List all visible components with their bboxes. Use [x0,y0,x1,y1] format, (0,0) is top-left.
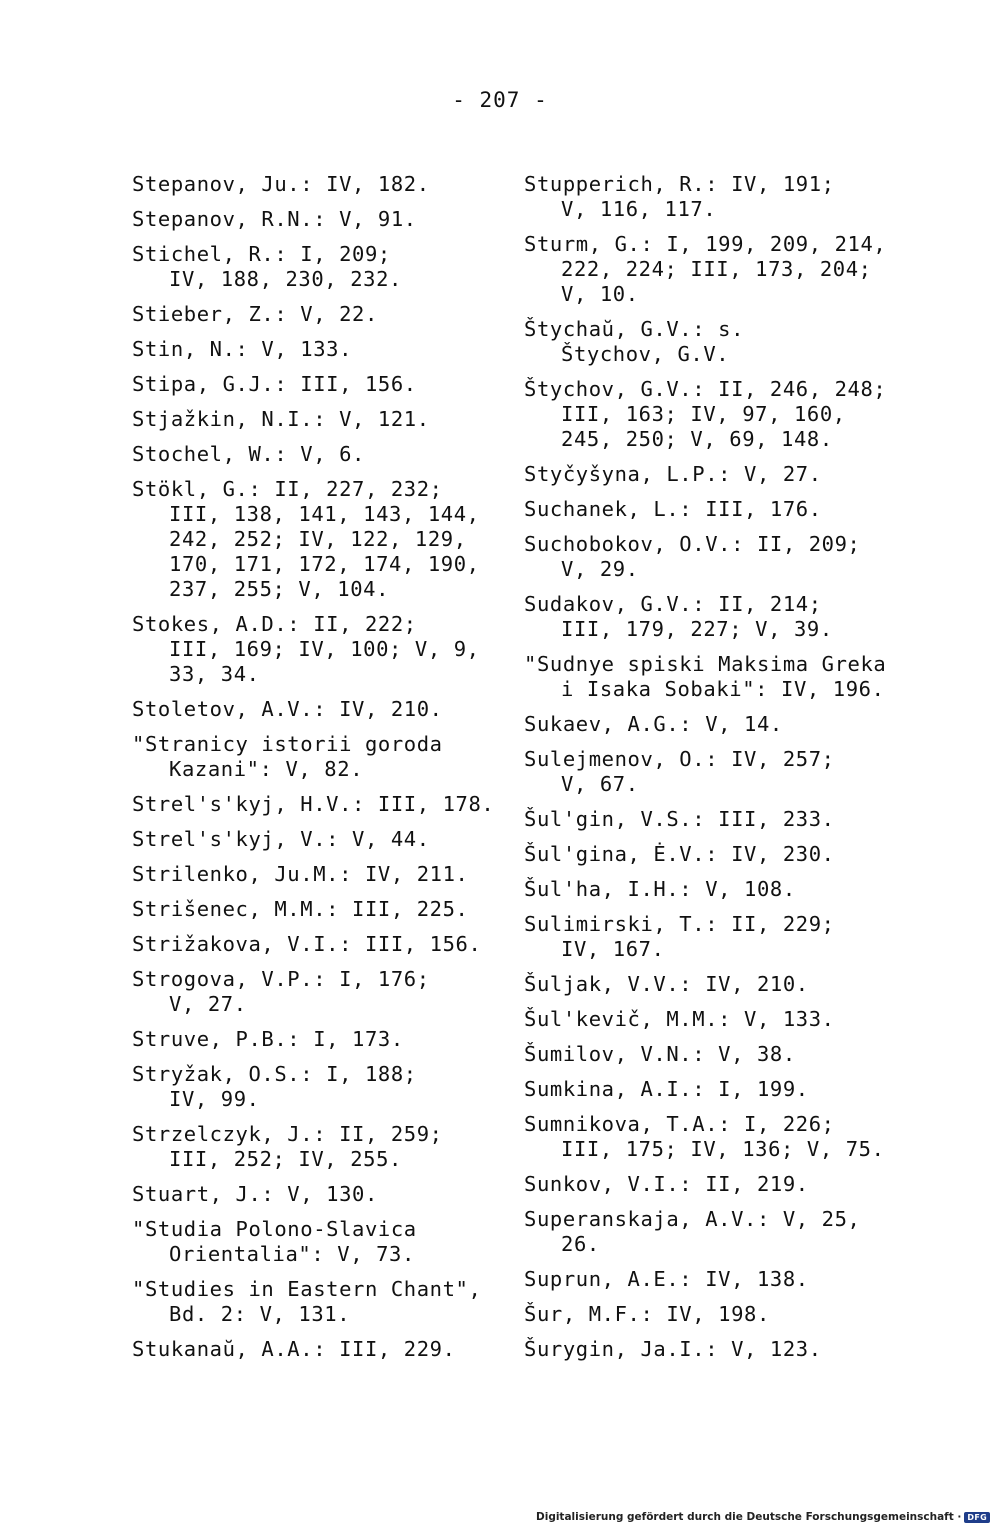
index-entry-heading-line: Sukaev, A.G.: V, 14. [524,712,783,736]
index-entry-continuation-line: Štychov, G.V. [561,342,730,366]
index-entry [132,1122,502,1172]
index-entry [524,532,904,582]
index-entry-heading-line: "Sudnye spiski Maksima Greka [524,652,887,676]
index-entry-heading-line: Sudakov, G.V.: II, 214; [524,592,822,616]
index-entry [524,232,904,307]
index-entry [524,712,904,737]
index-entry [524,497,904,522]
index-entry [132,477,502,602]
index-entry-continuation-line: 170, 171, 172, 174, 190, [169,552,480,576]
index-entry-continuation-line: III, 252; IV, 255. [169,1147,402,1171]
index-entry-heading-line: Sumnikova, T.A.: I, 226; [524,1112,835,1136]
index-entry-continuation-line: 26. [561,1232,600,1256]
index-entry [524,1172,904,1197]
index-entry [524,172,904,222]
index-entry-continuation-line: i Isaka Sobaki": IV, 196. [561,677,885,701]
index-entry [132,1027,502,1052]
index-entry [132,827,502,852]
index-entry [132,792,502,817]
index-entry-heading-line: Stieber, Z.: V, 22. [132,302,378,326]
index-entry-continuation-line: V, 27. [169,992,247,1016]
index-entry-continuation-line: 245, 250; V, 69, 148. [561,427,833,451]
index-entry [132,1337,502,1362]
index-entry [524,1302,904,1327]
index-entry-heading-line: Šuljak, V.V.: IV, 210. [524,972,809,996]
index-entry-heading-line: Suchanek, L.: III, 176. [524,497,822,521]
index-entry-heading-line: "Studia Polono-Slavica [132,1217,417,1241]
index-entry [132,1277,502,1327]
digitization-footer [536,1511,990,1523]
index-entry-continuation-line: IV, 188, 230, 232. [169,267,402,291]
index-entry-continuation-line: V, 29. [561,557,639,581]
index-entry-heading-line: Šur, M.F.: IV, 198. [524,1302,770,1326]
index-entry-heading-line: Štychov, G.V.: II, 246, 248; [524,377,887,401]
index-entry-heading-line: Šul'gin, V.S.: III, 233. [524,807,835,831]
index-entry [132,732,502,782]
index-entry [524,592,904,642]
index-entry-heading-line: Strilenko, Ju.M.: IV, 211. [132,862,469,886]
index-entry-heading-line: Stökl, G.: II, 227, 232; [132,477,443,501]
index-entry [132,172,502,197]
index-entry-heading-line: Superanskaja, A.V.: V, 25, [524,1207,861,1231]
index-entry [132,697,502,722]
index-entry [132,242,502,292]
index-entry [524,972,904,997]
index-entry [524,912,904,962]
index-entry [524,317,904,367]
index-entry [524,377,904,452]
index-entry-heading-line: Stoletov, A.V.: IV, 210. [132,697,443,721]
index-entry-continuation-line: IV, 99. [169,1087,260,1111]
index-entry-continuation-line: 237, 255; V, 104. [169,577,390,601]
index-entry-heading-line: Stepanov, R.N.: V, 91. [132,207,417,231]
index-entry-heading-line: Strižakova, V.I.: III, 156. [132,932,482,956]
index-entry [524,747,904,797]
index-entry-heading-line: Stokes, A.D.: II, 222; [132,612,417,636]
index-entry-heading-line: Sunkov, V.I.: II, 219. [524,1172,809,1196]
index-entry-heading-line: Šumilov, V.N.: V, 38. [524,1042,796,1066]
index-entry [524,1077,904,1102]
index-entry-continuation-line: V, 67. [561,772,639,796]
index-entry-heading-line: Stichel, R.: I, 209; [132,242,391,266]
index-entry-heading-line: Strzelczyk, J.: II, 259; [132,1122,443,1146]
index-entry-heading-line: Sumkina, A.I.: I, 199. [524,1077,809,1101]
index-entry [132,897,502,922]
index-entry [132,612,502,687]
index-entry-heading-line: Stin, N.: V, 133. [132,337,353,361]
index-entry-heading-line: Sulimirski, T.: II, 229; [524,912,835,936]
index-entry [524,1042,904,1067]
index-entry [132,442,502,467]
index-entry-heading-line: Strogova, V.P.: I, 176; [132,967,430,991]
index-entry-heading-line: Štychaŭ, G.V.: s. [524,317,745,341]
page-number: - 207 - [452,88,548,112]
index-entry [132,372,502,397]
index-entry-continuation-line: III, 138, 141, 143, 144, [169,502,480,526]
index-entry-heading-line: Sulejmenov, O.: IV, 257; [524,747,835,771]
index-entry-heading-line: Struve, P.B.: I, 173. [132,1027,404,1051]
index-entry [524,1112,904,1162]
index-entry-heading-line: Šul'gina, Ė.V.: IV, 230. [524,842,835,866]
index-entry-continuation-line: Orientalia": V, 73. [169,1242,415,1266]
index-entry [132,967,502,1017]
index-entry-heading-line: Stipa, G.J.: III, 156. [132,372,417,396]
index-entry [524,842,904,867]
index-entry [132,207,502,232]
index-entry [524,652,904,702]
index-entry-heading-line: Stuart, J.: V, 130. [132,1182,378,1206]
index-entry [132,1182,502,1207]
index-entry-continuation-line: IV, 167. [561,937,665,961]
index-entry-continuation-line: III, 169; IV, 100; V, 9, [169,637,480,661]
index-entry [524,1007,904,1032]
index-entry-continuation-line: III, 163; IV, 97, 160, [561,402,846,426]
index-entry-heading-line: Styčyšyna, L.P.: V, 27. [524,462,822,486]
index-entry-heading-line: Stochel, W.: V, 6. [132,442,365,466]
index-entry-heading-line: Stryžak, O.S.: I, 188; [132,1062,417,1086]
index-entry-heading-line: Stukanaŭ, A.A.: III, 229. [132,1337,456,1361]
index-entry-continuation-line: V, 116, 117. [561,197,717,221]
index-entry-heading-line: Strel's'kyj, H.V.: III, 178. [132,792,495,816]
index-entry-heading-line: Šul'kevič, M.M.: V, 133. [524,1007,835,1031]
index-entry-heading-line: Šul'ha, I.H.: V, 108. [524,877,796,901]
index-entry [132,1217,502,1267]
dfg-logo-icon: DFG [964,1512,990,1523]
index-column-left [132,172,502,1372]
index-entry-continuation-line: V, 10. [561,282,639,306]
index-entry-heading-line: Strišenec, M.M.: III, 225. [132,897,469,921]
index-entry-continuation-line: 242, 252; IV, 122, 129, [169,527,467,551]
footer-credit-text: Digitalisierung gefördert durch die Deutsche Forschungsgemeinschaft · [536,1511,962,1523]
index-entry-heading-line: "Stranicy istorii goroda [132,732,443,756]
index-entry-heading-line: "Studies in Eastern Chant", [132,1277,482,1301]
index-column-right [524,172,904,1372]
index-entry-continuation-line: Bd. 2: V, 131. [169,1302,351,1326]
index-entry-heading-line: Šurygin, Ja.I.: V, 123. [524,1337,822,1361]
index-entry-heading-line: Suprun, A.E.: IV, 138. [524,1267,809,1291]
index-entry [132,1062,502,1112]
index-entry [132,932,502,957]
index-entry-heading-line: Sturm, G.: I, 199, 209, 214, [524,232,887,256]
index-entry-heading-line: Stjažkin, N.I.: V, 121. [132,407,430,431]
index-entry-continuation-line: Kazani": V, 82. [169,757,364,781]
index-entry-heading-line: Stupperich, R.: IV, 191; [524,172,835,196]
index-entry-continuation-line: III, 175; IV, 136; V, 75. [561,1137,885,1161]
index-entry-heading-line: Strel's'kyj, V.: V, 44. [132,827,430,851]
index-entry [132,407,502,432]
index-entry-heading-line: Stepanov, Ju.: IV, 182. [132,172,430,196]
index-entry-heading-line: Suchobokov, O.V.: II, 209; [524,532,861,556]
index-entry [524,1207,904,1257]
index-entry-continuation-line: 222, 224; III, 173, 204; [561,257,872,281]
index-entry [132,337,502,362]
index-entry [524,462,904,487]
index-entry [132,302,502,327]
index-entry-continuation-line: 33, 34. [169,662,260,686]
index-entry [132,862,502,887]
index-entry [524,877,904,902]
index-entry [524,1267,904,1292]
index-entry [524,1337,904,1362]
index-entry-continuation-line: III, 179, 227; V, 39. [561,617,833,641]
index-entry [524,807,904,832]
